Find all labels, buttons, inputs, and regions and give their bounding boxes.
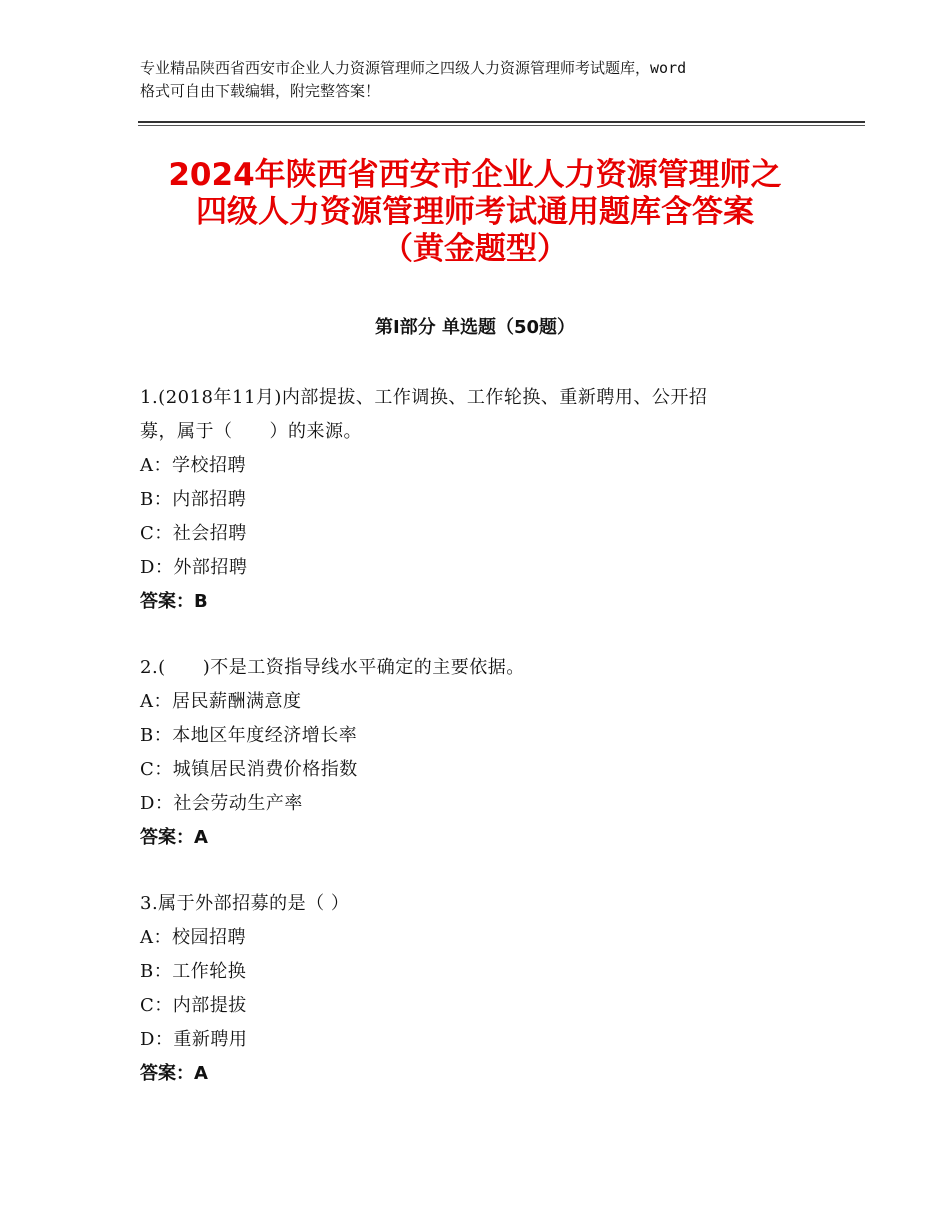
option-a: A：校园招聘 <box>140 927 246 948</box>
header-note <box>140 57 840 103</box>
section-heading: 第Ⅰ部分 单选题（50题） <box>374 317 575 338</box>
option-c: C：内部提拔 <box>140 995 247 1016</box>
question-stem-line: 3.属于外部招募的是（ ） <box>140 893 350 914</box>
answer: 答案：A <box>140 827 208 848</box>
question-stem-line: 2.( )不是工资指导线水平确定的主要依据。 <box>140 657 525 678</box>
title-line: （黄金题型） <box>382 231 568 267</box>
question-stem-line: 1.(2018年11月)内部提拔、工作调换、工作轮换、重新聘用、公开招 <box>140 387 708 408</box>
question-stem <box>140 381 820 449</box>
option-c: C：城镇居民消费价格指数 <box>140 759 358 780</box>
option-d: D：重新聘用 <box>140 1029 248 1050</box>
header-divider-thin <box>138 125 865 126</box>
question-item <box>140 651 820 855</box>
question-stem <box>140 887 820 921</box>
option-d: D：社会劳动生产率 <box>140 793 303 814</box>
option-a: A：学校招聘 <box>140 455 246 476</box>
option-c: C：社会招聘 <box>140 523 247 544</box>
answer: 答案：A <box>140 1063 208 1084</box>
question-item <box>140 887 820 1091</box>
option-b: B：工作轮换 <box>140 961 247 982</box>
option-b: B：本地区年度经济增长率 <box>140 725 358 746</box>
answer: 答案：B <box>140 591 208 612</box>
option-d: D：外部招聘 <box>140 557 248 578</box>
document-title <box>120 157 830 268</box>
header-divider-thick <box>138 121 865 123</box>
header-note-line: 专业精品陕西省西安市企业人力资源管理师之四级人力资源管理师考试题库，word <box>140 59 687 77</box>
option-b: B：内部招聘 <box>140 489 247 510</box>
question-stem <box>140 651 820 685</box>
option-a: A：居民薪酬满意度 <box>140 691 302 712</box>
question-item <box>140 381 820 619</box>
title-line: 四级人力资源管理师考试通用题库含答案 <box>196 194 754 230</box>
question-list <box>140 381 820 1123</box>
title-line: 2024年陕西省西安市企业人力资源管理师之 <box>168 157 782 193</box>
question-stem-line: 募，属于（ ）的来源。 <box>140 421 362 442</box>
header-note-line: 格式可自由下载编辑，附完整答案！ <box>140 82 381 100</box>
